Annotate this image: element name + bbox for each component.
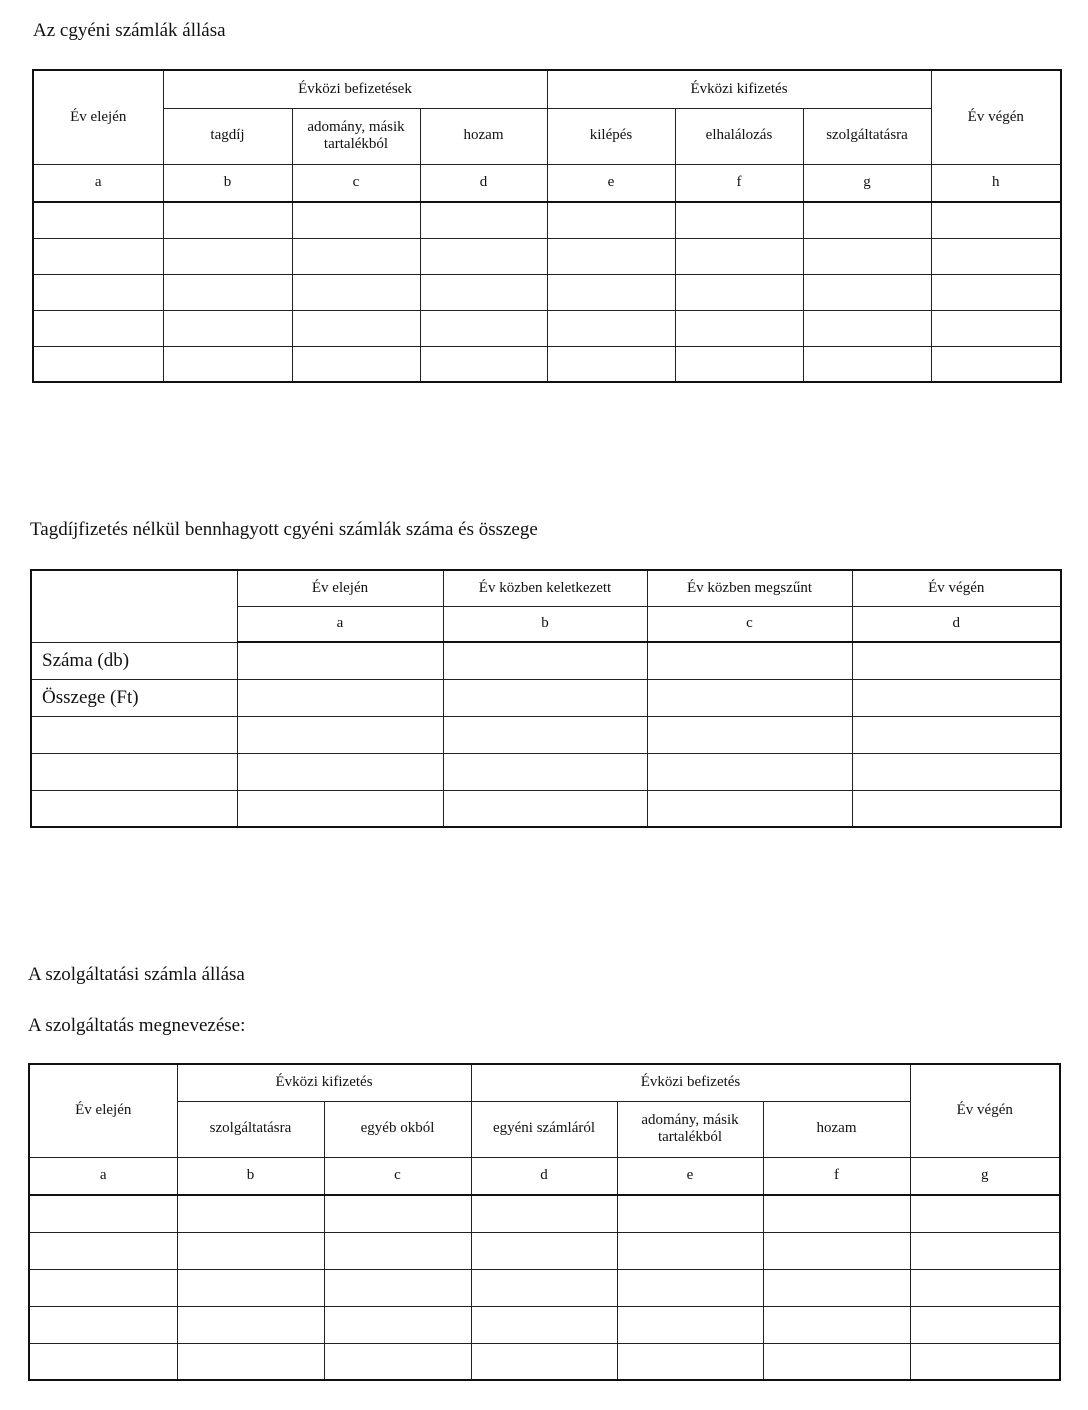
data-cell[interactable]	[420, 202, 547, 238]
data-cell[interactable]	[420, 310, 547, 346]
data-cell[interactable]	[647, 753, 852, 790]
data-cell[interactable]	[675, 202, 803, 238]
header-tagdij: tagdíj	[163, 108, 292, 164]
data-cell[interactable]	[29, 1232, 177, 1269]
dormant-accounts-table	[30, 569, 1062, 828]
header-ev-vegen: Év végén	[910, 1064, 1060, 1157]
data-cell[interactable]	[910, 1306, 1060, 1343]
service-account-table	[28, 1063, 1061, 1381]
table-row	[33, 202, 1061, 238]
header-adomany: adomány, másik tartalékból	[292, 108, 420, 164]
column-letter: e	[617, 1157, 763, 1195]
data-cell[interactable]	[617, 1306, 763, 1343]
table-row	[33, 238, 1061, 274]
header-hozam: hozam	[763, 1101, 910, 1157]
table-row	[33, 346, 1061, 382]
table-row	[29, 1195, 1060, 1232]
data-cell[interactable]	[177, 1195, 324, 1232]
data-cell[interactable]	[292, 274, 420, 310]
individual-accounts-table	[32, 69, 1062, 383]
data-cell[interactable]	[547, 202, 675, 238]
data-cell[interactable]	[33, 238, 163, 274]
data-cell[interactable]	[852, 716, 1061, 753]
header-kilepes: kilépés	[547, 108, 675, 164]
data-cell[interactable]	[931, 310, 1061, 346]
data-cell[interactable]	[163, 202, 292, 238]
data-cell[interactable]	[420, 274, 547, 310]
data-cell[interactable]	[547, 274, 675, 310]
data-cell[interactable]	[852, 753, 1061, 790]
data-cell[interactable]	[163, 310, 292, 346]
column-letter: d	[852, 606, 1061, 642]
header-evkozi-befizetes: Évközi befizetés	[471, 1064, 910, 1101]
header-ev-elejen: Év elején	[237, 570, 443, 606]
data-cell[interactable]	[324, 1232, 471, 1269]
column-letter: c	[292, 164, 420, 202]
data-cell[interactable]	[931, 202, 1061, 238]
data-cell[interactable]	[471, 1232, 617, 1269]
data-cell[interactable]	[443, 790, 647, 827]
data-cell[interactable]	[292, 238, 420, 274]
data-cell[interactable]	[163, 238, 292, 274]
data-cell[interactable]	[324, 1195, 471, 1232]
table-row	[29, 1306, 1060, 1343]
data-cell[interactable]	[163, 346, 292, 382]
table-row	[29, 1343, 1060, 1380]
table-row	[31, 790, 1061, 827]
data-cell[interactable]	[237, 790, 443, 827]
data-cell[interactable]	[324, 1269, 471, 1306]
data-cell[interactable]	[177, 1343, 324, 1380]
header-ev-elejen: Év elején	[29, 1064, 177, 1157]
table-row	[33, 274, 1061, 310]
column-letter: b	[163, 164, 292, 202]
data-cell[interactable]	[292, 310, 420, 346]
data-cell[interactable]	[763, 1343, 910, 1380]
section3-subtitle: A szolgáltatás megnevezése:	[28, 1015, 246, 1036]
data-cell[interactable]	[852, 790, 1061, 827]
data-cell[interactable]	[763, 1306, 910, 1343]
section3-title: A szolgáltatási számla állása	[28, 964, 245, 985]
data-cell[interactable]	[31, 790, 237, 827]
data-cell[interactable]	[803, 346, 931, 382]
column-letter: c	[647, 606, 852, 642]
column-letter: f	[675, 164, 803, 202]
row-label-szama: Száma (db)	[31, 642, 237, 679]
data-cell[interactable]	[675, 310, 803, 346]
data-cell[interactable]	[803, 274, 931, 310]
data-cell[interactable]	[910, 1343, 1060, 1380]
table-row	[31, 716, 1061, 753]
column-letter: a	[237, 606, 443, 642]
header-hozam: hozam	[420, 108, 547, 164]
data-cell[interactable]	[29, 1269, 177, 1306]
header-egyeb-okbol: egyéb okból	[324, 1101, 471, 1157]
data-cell[interactable]	[471, 1306, 617, 1343]
header-elhalalozas: elhalálozás	[675, 108, 803, 164]
data-cell[interactable]	[931, 238, 1061, 274]
column-letter: e	[547, 164, 675, 202]
data-cell[interactable]	[443, 753, 647, 790]
data-cell[interactable]	[31, 716, 237, 753]
header-evkozi-befizetesek: Évközi befizetések	[163, 70, 547, 108]
data-cell[interactable]	[237, 753, 443, 790]
data-cell[interactable]	[910, 1195, 1060, 1232]
column-letter: c	[324, 1157, 471, 1195]
data-cell[interactable]	[647, 790, 852, 827]
column-letter: f	[763, 1157, 910, 1195]
data-cell[interactable]	[852, 642, 1061, 679]
header-ev-kozben-keletkezett: Év közben keletkezett	[443, 570, 647, 606]
data-cell[interactable]	[163, 274, 292, 310]
table-row	[33, 310, 1061, 346]
data-cell[interactable]	[675, 274, 803, 310]
column-letter: b	[177, 1157, 324, 1195]
data-cell[interactable]	[177, 1232, 324, 1269]
data-cell[interactable]	[471, 1269, 617, 1306]
data-cell[interactable]	[33, 202, 163, 238]
data-cell[interactable]	[763, 1269, 910, 1306]
table-row	[31, 642, 1061, 679]
column-letter: g	[910, 1157, 1060, 1195]
data-cell[interactable]	[29, 1306, 177, 1343]
header-ev-kozben-megszunt: Év közben megszűnt	[647, 570, 852, 606]
column-letter: h	[931, 164, 1061, 202]
data-cell[interactable]	[931, 274, 1061, 310]
header-evkozi-kifizetes: Évközi kifizetés	[547, 70, 931, 108]
header-ev-vegen: Év végén	[931, 70, 1061, 164]
data-cell[interactable]	[443, 716, 647, 753]
header-szolgaltatasra: szolgáltatásra	[803, 108, 931, 164]
data-cell[interactable]	[31, 753, 237, 790]
data-cell[interactable]	[647, 716, 852, 753]
data-cell[interactable]	[237, 716, 443, 753]
data-cell[interactable]	[292, 202, 420, 238]
data-cell[interactable]	[324, 1343, 471, 1380]
data-cell[interactable]	[647, 679, 852, 716]
table-row	[31, 679, 1061, 716]
data-cell[interactable]	[617, 1195, 763, 1232]
header-evkozi-kifizetes: Évközi kifizetés	[177, 1064, 471, 1101]
table-row	[31, 753, 1061, 790]
data-cell[interactable]	[292, 346, 420, 382]
column-letter: d	[471, 1157, 617, 1195]
data-cell[interactable]	[29, 1195, 177, 1232]
column-letter: b	[443, 606, 647, 642]
data-cell[interactable]	[443, 679, 647, 716]
corner-cell	[31, 570, 237, 642]
header-egyeni-szamlarol: egyéni számláról	[471, 1101, 617, 1157]
data-cell[interactable]	[33, 346, 163, 382]
table-row	[29, 1269, 1060, 1306]
data-cell[interactable]	[803, 310, 931, 346]
data-cell[interactable]	[910, 1232, 1060, 1269]
data-cell[interactable]	[324, 1306, 471, 1343]
data-cell[interactable]	[931, 346, 1061, 382]
section1-title: Az cgyéni számlák állása	[33, 20, 226, 41]
data-cell[interactable]	[33, 310, 163, 346]
data-cell[interactable]	[617, 1269, 763, 1306]
data-cell[interactable]	[443, 642, 647, 679]
column-letter: g	[803, 164, 931, 202]
data-cell[interactable]	[675, 346, 803, 382]
table-row	[29, 1232, 1060, 1269]
data-cell[interactable]	[420, 346, 547, 382]
data-cell[interactable]	[420, 238, 547, 274]
data-cell[interactable]	[29, 1343, 177, 1380]
data-cell[interactable]	[803, 238, 931, 274]
data-cell[interactable]	[763, 1195, 910, 1232]
data-cell[interactable]	[910, 1269, 1060, 1306]
data-cell[interactable]	[617, 1343, 763, 1380]
column-letter: d	[420, 164, 547, 202]
header-szolgaltatasra: szolgáltatásra	[177, 1101, 324, 1157]
data-cell[interactable]	[237, 679, 443, 716]
data-cell[interactable]	[177, 1306, 324, 1343]
header-ev-vegen: Év végén	[852, 570, 1061, 606]
data-cell[interactable]	[675, 238, 803, 274]
data-cell[interactable]	[33, 274, 163, 310]
row-label-osszege: Összege (Ft)	[31, 679, 237, 716]
data-cell[interactable]	[763, 1232, 910, 1269]
data-cell[interactable]	[547, 310, 675, 346]
data-cell[interactable]	[471, 1195, 617, 1232]
header-adomany: adomány, másik tartalékból	[617, 1101, 763, 1157]
data-cell[interactable]	[547, 238, 675, 274]
column-letter: a	[33, 164, 163, 202]
data-cell[interactable]	[803, 202, 931, 238]
data-cell[interactable]	[852, 679, 1061, 716]
data-cell[interactable]	[177, 1269, 324, 1306]
data-cell[interactable]	[547, 346, 675, 382]
section2-title: Tagdíjfizetés nélkül bennhagyott cgyéni számlák száma és összege	[30, 519, 538, 540]
header-ev-elejen: Év elején	[33, 70, 163, 164]
data-cell[interactable]	[617, 1232, 763, 1269]
data-cell[interactable]	[647, 642, 852, 679]
data-cell[interactable]	[471, 1343, 617, 1380]
data-cell[interactable]	[237, 642, 443, 679]
column-letter: a	[29, 1157, 177, 1195]
